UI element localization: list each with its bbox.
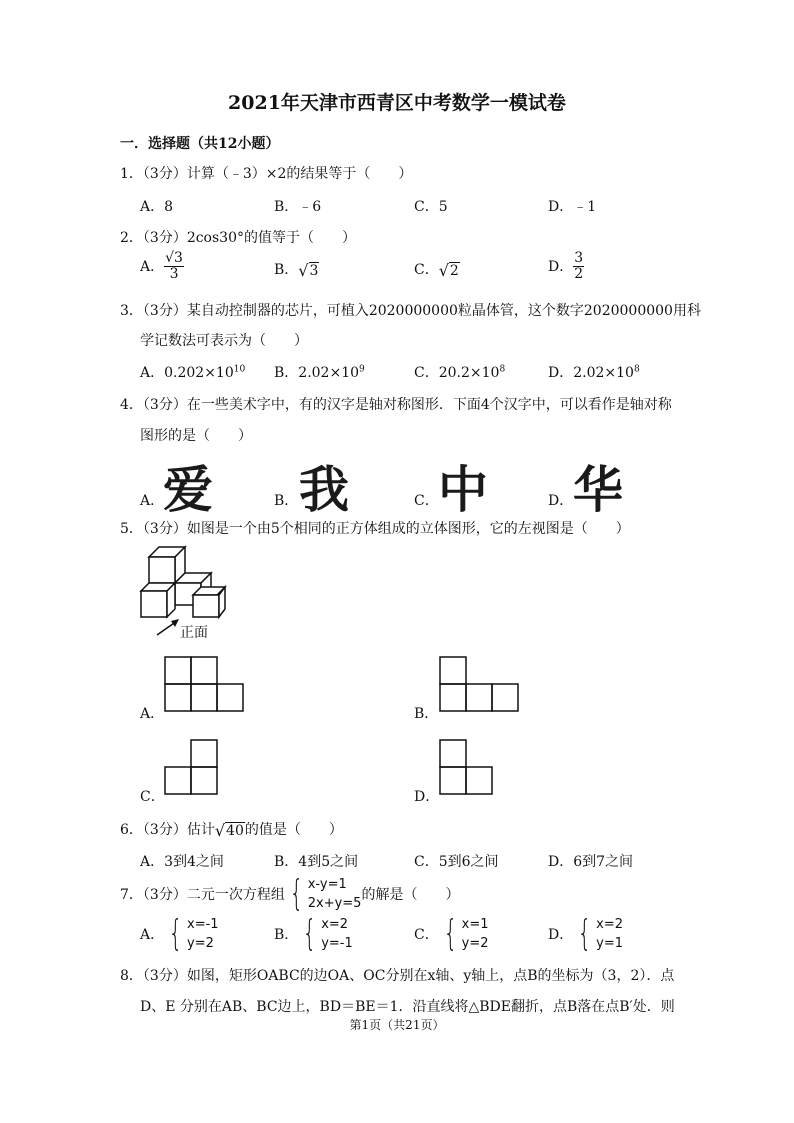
q7-option-d-line2: y=1 bbox=[596, 936, 623, 951]
q2-option-a[interactable] bbox=[140, 251, 184, 281]
q1-option-a[interactable]: A．8 bbox=[140, 199, 174, 215]
q4-option-d-label[interactable]: D． bbox=[548, 493, 574, 509]
q7-option-a[interactable] bbox=[140, 912, 219, 956]
q2-option-c[interactable] bbox=[414, 259, 460, 279]
q2-option-d-numerator: 3 bbox=[574, 250, 584, 266]
q4-option-a-label[interactable]: A． bbox=[140, 493, 165, 509]
q3-option-c-text: C．20.2×10 bbox=[414, 365, 500, 381]
page-title: 2021年天津市西青区中考数学一模试卷 bbox=[228, 92, 566, 114]
q2-option-b-radicand: 3 bbox=[309, 263, 319, 279]
q7-option-a-system: { x=-1 y=2 bbox=[168, 913, 219, 954]
q1-option-c[interactable]: C．5 bbox=[414, 199, 448, 215]
q1-option-b[interactable]: B．﹣6 bbox=[274, 199, 322, 215]
q7-option-b[interactable] bbox=[274, 912, 353, 956]
q3-option-c[interactable] bbox=[414, 362, 505, 382]
question-6-stem-prefix: 6．（3分）估计 bbox=[120, 822, 215, 838]
q7-option-d-label: D． bbox=[548, 927, 574, 943]
q7-option-b-label: B． bbox=[274, 927, 299, 943]
q5-option-c-view bbox=[163, 738, 221, 796]
q7-option-d-system: { x=2 y=1 bbox=[577, 913, 623, 954]
q4-option-b-label[interactable]: B． bbox=[274, 493, 299, 509]
q3-option-a-text: A．0.202×10 bbox=[140, 365, 234, 381]
question-8-line1: 8．（3分）如图，矩形OABC的边OA、OC分别在x轴、y轴上，点B的坐标为（3，2）．点 bbox=[120, 968, 675, 984]
q3-option-c-exponent: 8 bbox=[499, 364, 506, 375]
q7-option-d-line1: x=2 bbox=[596, 916, 623, 932]
q2-option-c-radicand: 2 bbox=[449, 263, 459, 279]
q4-option-c-label[interactable]: C． bbox=[414, 493, 439, 509]
front-label: 正面 bbox=[180, 625, 208, 641]
question-6-stem-suffix: 的值是（ ） bbox=[244, 822, 343, 838]
q3-option-d[interactable] bbox=[548, 362, 640, 382]
question-7-equation-system: { x-y=1 2x+y=5 bbox=[289, 873, 362, 914]
front-arrow-head bbox=[171, 619, 179, 627]
question-3-stem-line2: 学记数法可表示为（ ） bbox=[140, 333, 308, 349]
q5-option-c-label[interactable]: C． bbox=[140, 789, 165, 805]
question-1-stem: 1．（3分）计算（﹣3）×2的结果等于（ ） bbox=[120, 166, 413, 182]
q3-option-d-exponent: 8 bbox=[633, 364, 640, 375]
question-3-stem-line1: 3．（3分）某自动控制器的芯片，可植入2020000000粒晶体管，这个数字2020000000用科 bbox=[120, 303, 701, 319]
q7-option-c[interactable] bbox=[414, 912, 488, 956]
question-7-stem bbox=[120, 870, 459, 918]
question-6-radicand: 40 bbox=[226, 823, 244, 839]
q7-option-a-line1: x=-1 bbox=[187, 916, 219, 932]
q3-option-b-exponent: 9 bbox=[359, 364, 365, 375]
q2-option-d[interactable] bbox=[548, 251, 584, 281]
question-6-stem bbox=[120, 819, 343, 839]
question-6-sqrt: √ 40 bbox=[214, 821, 244, 840]
q3-option-b-text: B．2.02×10 bbox=[274, 365, 360, 381]
q2-option-d-denominator: 2 bbox=[574, 265, 584, 282]
question-7-equation-1: x-y=1 bbox=[307, 876, 347, 892]
q2-option-d-label: D． bbox=[548, 259, 574, 276]
q5-option-d-label[interactable]: D． bbox=[414, 789, 440, 805]
q2-option-a-denominator: 3 bbox=[169, 265, 179, 282]
q5-option-d-view bbox=[438, 738, 496, 796]
q1-option-d[interactable]: D．﹣1 bbox=[548, 199, 597, 215]
q3-option-d-text: D．2.02×10 bbox=[548, 365, 634, 381]
q3-option-a-exponent: 10 bbox=[233, 364, 246, 375]
q2-option-c-label: C． bbox=[414, 262, 439, 278]
q2-option-a-numerator: √3 bbox=[165, 250, 183, 266]
q7-option-c-line2: y=2 bbox=[461, 936, 489, 951]
q3-option-b[interactable] bbox=[274, 362, 365, 382]
q7-option-a-line2: y=2 bbox=[187, 936, 214, 951]
question-7-equation-2: 2x+y=5 bbox=[307, 896, 362, 911]
cube-front-face bbox=[149, 557, 175, 583]
q2-option-d-fraction bbox=[573, 251, 584, 281]
q6-option-c[interactable]: C．5到6之间 bbox=[414, 854, 499, 870]
q7-option-b-system: { x=2 y=-1 bbox=[302, 913, 353, 954]
q7-option-a-label: A． bbox=[140, 927, 165, 943]
q2-option-b[interactable] bbox=[274, 259, 319, 279]
q4-option-c-character: 中 bbox=[438, 461, 486, 519]
q5-option-b-label[interactable]: B． bbox=[414, 706, 439, 722]
question-5-stem: 5．（3分）如图是一个由5个相同的正方体组成的立体图形，它的左视图是（ ） bbox=[120, 521, 630, 537]
question-7-stem-suffix: 的解是（ ） bbox=[361, 887, 460, 903]
q6-option-d[interactable]: D．6到7之间 bbox=[548, 854, 634, 870]
question-4-stem-line2: 图形的是（ ） bbox=[140, 428, 252, 444]
q7-option-c-label: C． bbox=[414, 927, 439, 943]
page-footer: 第1页（共21页） bbox=[349, 1018, 445, 1032]
q7-option-c-line1: x=1 bbox=[461, 916, 489, 932]
q4-option-a-character: 爱 bbox=[163, 461, 211, 519]
question-8-line2: D、E 分别在AB、BC边上，BD＝BE＝1．沿直线将△BDE翻折，点B落在点B′处．则 bbox=[140, 999, 675, 1015]
q6-option-b[interactable]: B．4到5之间 bbox=[274, 854, 359, 870]
q5-option-b-view bbox=[438, 655, 522, 713]
q5-option-a-view bbox=[163, 655, 247, 713]
q7-option-c-system: { x=1 y=2 bbox=[443, 913, 489, 954]
section-heading: 一．选择题（共12小题） bbox=[120, 136, 280, 152]
q5-option-a-label[interactable]: A． bbox=[140, 706, 165, 722]
q6-option-a[interactable]: A．3到4之间 bbox=[140, 854, 224, 870]
q2-option-b-sqrt: √ 3 bbox=[298, 261, 319, 280]
q7-option-b-line2: y=-1 bbox=[321, 936, 353, 951]
question-4-stem-line1: 4．（3分）在一些美术字中，有的汉字是轴对称图形．下面4个汉字中，可以看作是轴对称 bbox=[120, 397, 672, 413]
question-7-stem-prefix: 7．（3分）二元一次方程组 bbox=[120, 887, 285, 903]
q7-option-b-line1: x=2 bbox=[321, 916, 349, 932]
q7-option-d[interactable] bbox=[548, 912, 623, 956]
q2-option-a-fraction bbox=[164, 251, 184, 281]
q4-option-d-character: 华 bbox=[573, 461, 621, 519]
q3-option-a[interactable] bbox=[140, 362, 245, 382]
q4-option-b-character: 我 bbox=[299, 461, 347, 519]
q2-option-c-sqrt: √ 2 bbox=[438, 261, 459, 280]
question-2-stem: 2．（3分）2cos30°的值等于（ ） bbox=[120, 230, 356, 246]
q2-option-a-label: A． bbox=[140, 259, 165, 276]
q2-option-b-label: B． bbox=[274, 262, 299, 278]
